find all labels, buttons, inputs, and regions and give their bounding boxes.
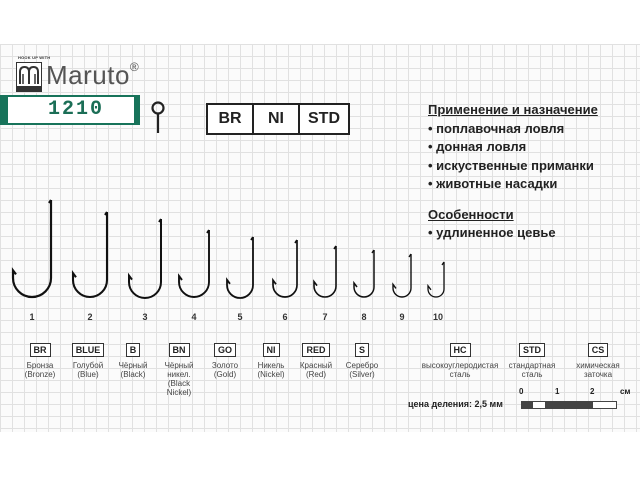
legend-description: Красный bbox=[299, 361, 333, 370]
brand-name: Maruto® bbox=[46, 60, 140, 90]
hook-size-label: 10 bbox=[432, 312, 443, 322]
coating-options bbox=[206, 103, 350, 135]
legend-description: (Blue) bbox=[77, 370, 99, 379]
legend-description: высокоуглеродистая bbox=[421, 361, 499, 370]
application-item: • животные насадки bbox=[428, 176, 558, 191]
hook-size-10 bbox=[428, 262, 444, 297]
hook-eye-icon bbox=[150, 100, 166, 136]
hook-size-9 bbox=[393, 254, 411, 297]
hook-size-label: 1 bbox=[29, 312, 35, 322]
coating-std: STD bbox=[308, 110, 340, 127]
legend-description: никел. bbox=[167, 370, 191, 379]
legend-code: CS bbox=[588, 343, 609, 357]
legend-description: (Silver) bbox=[349, 370, 375, 379]
hook-size-5 bbox=[227, 237, 253, 298]
legend-description: Чёрный bbox=[118, 361, 148, 370]
features-item: • удлиненное цевье bbox=[428, 225, 556, 240]
legend-description: (Black) bbox=[120, 370, 146, 379]
hook-size-illustrations bbox=[0, 190, 460, 310]
legend-description: Чёрный bbox=[164, 361, 194, 370]
legend-description: Никель bbox=[257, 361, 285, 370]
hook-size-4 bbox=[179, 230, 209, 297]
legend-code: B bbox=[126, 343, 141, 357]
legend-code: S bbox=[355, 343, 369, 357]
hook-size-label: 7 bbox=[322, 312, 328, 322]
hook-size-3 bbox=[129, 219, 161, 298]
scale-ruler bbox=[521, 401, 617, 409]
hook-size-8 bbox=[354, 250, 374, 297]
hook-size-label: 8 bbox=[361, 312, 367, 322]
legend-description: химическая bbox=[576, 361, 620, 370]
features-title: Особенности bbox=[428, 206, 514, 222]
application-item: • поплавочная ловля bbox=[428, 120, 565, 136]
hook-size-label: 9 bbox=[399, 312, 405, 322]
legend-description: заточка bbox=[583, 370, 613, 379]
legend-description: (Red) bbox=[305, 370, 326, 379]
coating-br: BR bbox=[208, 105, 254, 133]
model-number: 1210 bbox=[8, 97, 134, 123]
legend-item-hc bbox=[420, 340, 500, 379]
legend-code: BLUE bbox=[72, 343, 105, 357]
legend-description: Nickel) bbox=[166, 388, 192, 397]
legend-code: RED bbox=[302, 343, 329, 357]
legend-description: сталь bbox=[449, 370, 471, 379]
maruto-logo-icon bbox=[16, 62, 42, 92]
legend-description: (Black bbox=[167, 379, 191, 388]
hook-size-1 bbox=[13, 200, 51, 297]
legend-description: Бронза bbox=[26, 361, 54, 370]
legend-description: Золото bbox=[211, 361, 239, 370]
legend-description: Голубой bbox=[72, 361, 104, 370]
application-item: • искуственные приманки bbox=[428, 157, 594, 173]
hook-size-label: 2 bbox=[87, 312, 93, 322]
legend-code: GO bbox=[214, 343, 236, 357]
legend-item-cs bbox=[558, 340, 638, 379]
application-title: Применение и назначение bbox=[428, 102, 598, 117]
hook-size-2 bbox=[73, 212, 107, 297]
scale-tick: 2 bbox=[590, 387, 595, 396]
legend-description: (Nickel) bbox=[257, 370, 285, 379]
hook-size-7 bbox=[314, 246, 336, 297]
legend-item-s bbox=[322, 340, 402, 379]
legend-description: (Bronze) bbox=[24, 370, 56, 379]
hook-size-label: 4 bbox=[191, 312, 197, 322]
application-item: • донная ловля bbox=[428, 139, 527, 154]
legend-description: сталь bbox=[521, 370, 543, 379]
legend-code: BN bbox=[169, 343, 190, 357]
scale-tick: 0 bbox=[519, 387, 524, 396]
legend-description: (Gold) bbox=[213, 370, 237, 379]
legend-code: STD bbox=[519, 343, 545, 357]
coating-ni: NI bbox=[254, 105, 300, 133]
scale-tick: 1 bbox=[555, 387, 560, 396]
brand-tagline: HOOK UP WITH bbox=[18, 55, 51, 60]
scale-unit: см bbox=[620, 387, 631, 396]
hook-size-label: 3 bbox=[142, 312, 148, 322]
hook-size-label: 6 bbox=[282, 312, 288, 322]
scale-label: цена деления: 2,5 мм bbox=[408, 399, 503, 409]
hook-size-6 bbox=[273, 240, 297, 297]
legend-code: BR bbox=[30, 343, 51, 357]
legend-description: стандартная bbox=[508, 361, 556, 370]
hook-size-label: 5 bbox=[237, 312, 243, 322]
legend-code: HC bbox=[450, 343, 471, 357]
legend-code: NI bbox=[263, 343, 280, 357]
legend-description: Серебро bbox=[345, 361, 379, 370]
